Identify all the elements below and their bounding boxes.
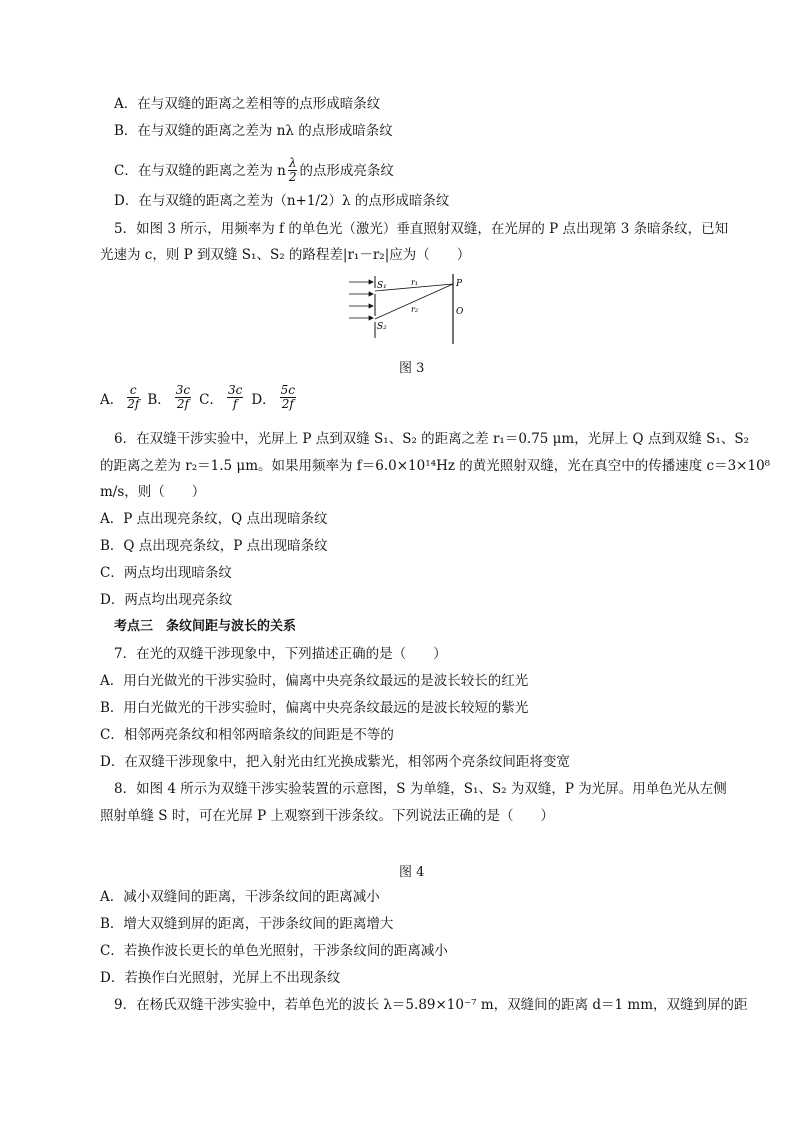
q8-stem-line1: 8．如图 4 所示为双缝干涉实验装置的示意图，S 为单缝，S₁、S₂ 为双缝，P 为光屏。用单色光从左侧 (114, 781, 727, 797)
fraction-denominator: 2f (281, 397, 294, 411)
fraction-denominator: 2f (127, 397, 140, 411)
fraction-numerator: 3c (175, 383, 191, 397)
q7-option-a: A．用白光做光的干涉实验时，偏离中央亮条纹最远的是波长较长的红光 (100, 673, 529, 689)
q5-stem-line1: 5．如图 3 所示，用频率为 f 的单色光（激光）垂直照射双缝，在光屏的 P 点出现第 3 条暗条纹，已知 (114, 221, 729, 237)
label-r1: r₁ (411, 278, 419, 287)
q9-stem-line1: 9．在杨氏双缝干涉实验中，若单色光的波长 λ＝5.89×10⁻⁷ m，双缝间的距离 d＝1 mm，双缝到屏的距 (114, 997, 748, 1013)
q7-stem: 7．在光的双缝干涉现象中，下列描述正确的是（ ） (114, 646, 447, 662)
label-s2: S₂ (377, 322, 387, 332)
q8-option-a: A．减小双缝间的距离，干涉条纹间的距离减小 (100, 889, 380, 905)
label-p: P (456, 279, 463, 289)
q8-stem-line2: 照射单缝 S 时，可在光屏 P 上观察到干涉条纹。下列说法正确的是（ ） (100, 808, 554, 824)
q7-option-c: C．相邻两亮条纹和相邻两暗条纹的间距是不等的 (100, 727, 394, 743)
q5-option-c-label: C． (199, 391, 223, 408)
q4-option-c-fraction (288, 157, 298, 184)
q6-option-b: B．Q 点出现亮条纹，P 点出现暗条纹 (100, 538, 328, 554)
q7-option-d: D．在双缝干涉现象中，把入射光由红光换成紫光，相邻两个亮条纹间距将变宽 (100, 754, 570, 770)
q6-option-a: A．P 点出现亮条纹，Q 点出现暗条纹 (100, 511, 328, 527)
q5-option-b-fraction (175, 384, 191, 411)
q4-option-c-tail: 的点形成亮条纹 (299, 162, 394, 179)
q5-option-a-fraction (127, 384, 139, 411)
q6-stem-line3: m/s，则（ ） (100, 484, 206, 500)
q5-option-d-label: D． (251, 391, 276, 408)
q4-option-d: D．在与双缝的距离之差为（n+1/2）λ 的点形成暗条纹 (114, 193, 450, 209)
q6-stem-line2: 的距离之差为 r₂＝1.5 μm。如果用频率为 f＝6.0×10¹⁴Hz 的黄光照射双缝，光在真空中的传播速度 c＝3×10⁸ (100, 458, 771, 474)
q5-option-d-fraction (280, 384, 296, 411)
figure-3-double-slit-diagram (345, 272, 475, 348)
fraction-numerator: c (127, 384, 139, 398)
fraction-denominator: 2 (288, 170, 297, 184)
q4-option-b: B．在与双缝的距离之差为 nλ 的点形成暗条纹 (114, 123, 393, 139)
q5-stem-line2: 光速为 c，则 P 到双缝 S₁、S₂ 的路程差|r₁－r₂|应为（ ） (100, 247, 471, 263)
q5-option-c-fraction (227, 384, 243, 411)
figure-3-caption: 图 3 (399, 361, 425, 376)
q5-option-b-label: B． (147, 391, 171, 408)
label-s1: S₁ (377, 281, 387, 291)
q4-option-a: A．在与双缝的距离之差相等的点形成暗条纹 (114, 96, 381, 112)
q5-answer-options (100, 384, 298, 411)
q6-option-d: D．两点均出现亮条纹 (100, 592, 233, 608)
q4-option-c (114, 157, 394, 184)
fraction-denominator: f (232, 397, 238, 411)
q8-option-b: B．增大双缝到屏的距离，干涉条纹间的距离增大 (100, 916, 394, 932)
q6-option-c: C．两点均出现暗条纹 (100, 565, 232, 581)
fraction-denominator: 2f (176, 397, 189, 411)
q8-option-d: D．若换作白光照射，光屏上不出现条纹 (100, 970, 341, 986)
q5-option-a-label: A． (100, 391, 124, 408)
fraction-numerator: 5c (280, 383, 295, 397)
figure-4-caption: 图 4 (399, 865, 425, 880)
q8-option-c: C．若换作波长更长的单色光照射，干涉条纹间的距离减小 (100, 943, 448, 959)
label-r2: r₂ (411, 305, 419, 314)
fraction-numerator: 3c (227, 383, 243, 397)
q7-option-b: B．用白光做光的干涉实验时，偏离中央亮条纹最远的是波长较短的紫光 (100, 700, 529, 716)
q6-stem-line1: 6．在双缝干涉实验中，光屏上 P 点到双缝 S₁、S₂ 的距离之差 r₁＝0.75 μm，光屏上 Q 点到双缝 S₁、S₂ (114, 431, 749, 447)
q4-option-c-text: C．在与双缝的距离之差为 n (114, 162, 286, 179)
label-o: O (456, 307, 464, 317)
fraction-numerator: λ (288, 156, 297, 170)
section-heading: 考点三 条纹间距与波长的关系 (114, 619, 297, 634)
